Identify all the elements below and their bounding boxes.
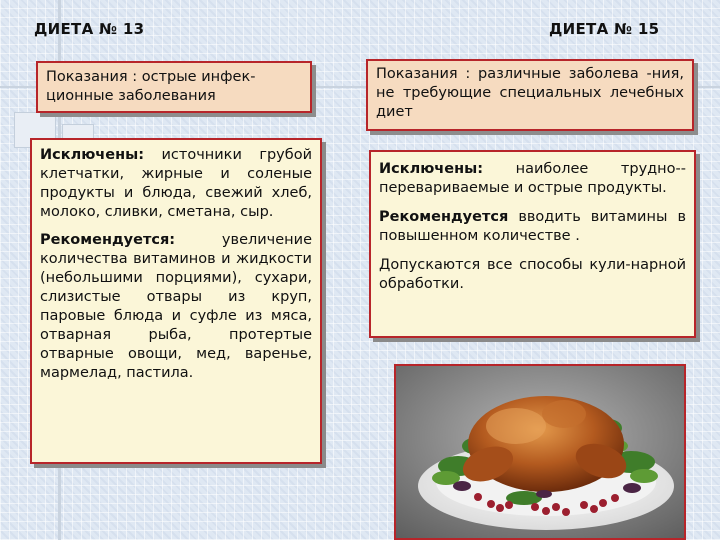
diet15-indications-text: : различные заболева -ния, не требующие специальных лечебных диет <box>376 66 684 120</box>
diet13-indications-text: : острые инфек-ционные заболевания <box>46 69 256 104</box>
diet15-indications <box>376 65 684 122</box>
diet13-indications-label: Показания <box>46 69 128 85</box>
diet13-excluded <box>40 146 312 222</box>
diet15-indications-label: Показания <box>376 66 458 82</box>
diet13-title: ДИЕТА № 13 <box>34 20 145 38</box>
diet15-allowed: Допускаются все способы кули-нарной обработки. <box>379 257 686 292</box>
diet15-recommended-label: Рекомендуется <box>379 209 509 225</box>
diet13-details-box <box>30 138 322 464</box>
diet15-excluded <box>379 160 686 198</box>
diet15-details-box <box>369 150 696 338</box>
diet13-excluded-text: источники грубой клетчатки, жирные и соленые продукты и блюда, свежий хлеб, молоко, сливки, сметана, сыр. <box>40 147 312 220</box>
diet13-excluded-label: Исключены: <box>40 147 145 163</box>
diet15-title: ДИЕТА № 15 <box>549 20 660 38</box>
diet15-indications-box <box>366 59 694 131</box>
diet13-recommended-label: Рекомендуется: <box>40 232 176 248</box>
diet15-recommended <box>379 208 686 246</box>
roast-poultry-photo <box>394 364 686 540</box>
diet15-excluded-label: Исключены: <box>379 161 484 177</box>
diet13-indications-box <box>36 61 312 113</box>
roast-poultry-image <box>396 366 686 540</box>
diet15-recommended-text: вводить витамины в повышенном количестве . <box>379 209 686 244</box>
diet13-recommended <box>40 231 312 383</box>
diet13-recommended-text: увеличение количества витаминов и жидкости (небольшими порциями), сухари, слизистые отвары из круп, паровые блюда и суфле из мяса, отварная рыба, протертые отварные овощи, мед, варенье, мармелад, пастила. <box>40 232 312 381</box>
diet15-excluded-text: наиболее трудно--перевариваемые и острые продукты. <box>379 161 686 196</box>
